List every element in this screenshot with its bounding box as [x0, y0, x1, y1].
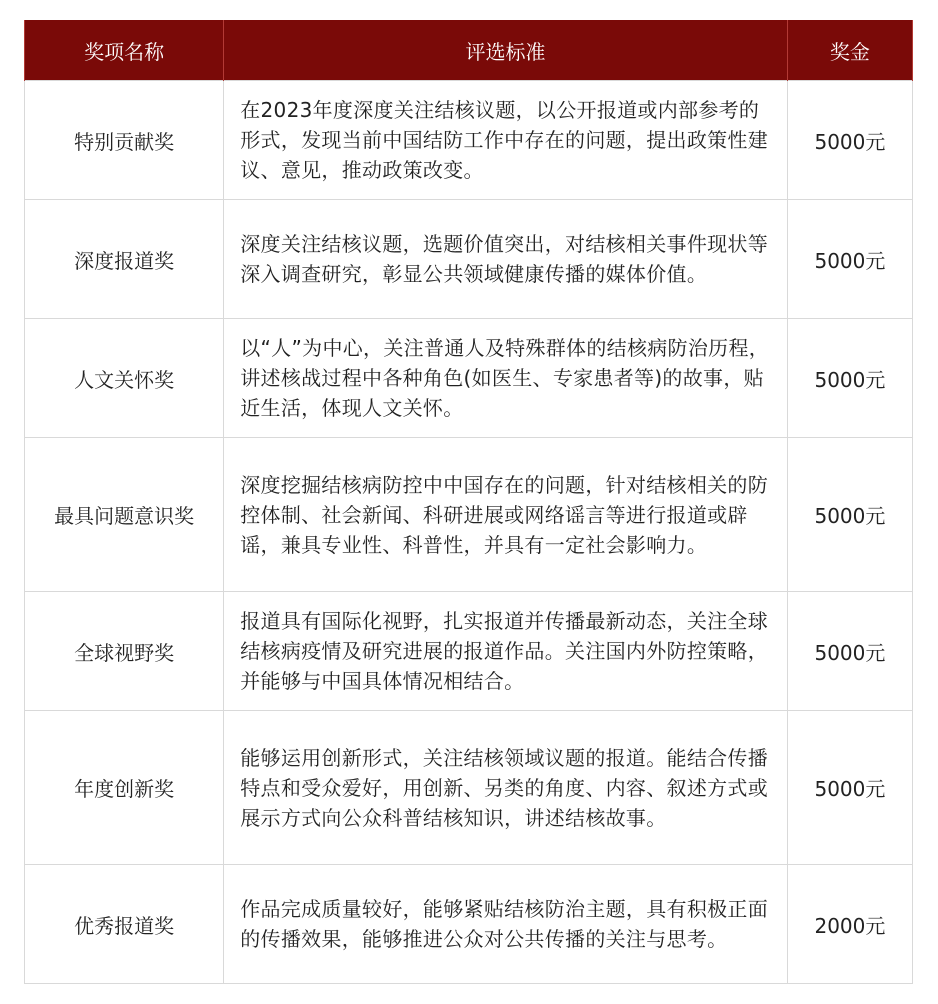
award-criteria: 深度挖掘结核病防控中中国存在的问题，针对结核相关的防控体制、社会新闻、科研进展或网络谣言等进行报道或辟谣，兼具专业性、科普性，并具有一定社会影响力。: [224, 438, 788, 592]
header-prize: 奖金: [787, 20, 912, 81]
table-row: [25, 865, 913, 984]
award-prize: 5000元: [787, 592, 912, 711]
header-criteria: 评选标准: [224, 20, 788, 81]
award-name: 优秀报道奖: [25, 865, 224, 984]
table-row: [25, 592, 913, 711]
award-name: 特别贡献奖: [25, 81, 224, 200]
table-row: [25, 200, 913, 319]
award-criteria: 能够运用创新形式，关注结核领域议题的报道。能结合传播特点和受众爱好，用创新、另类的角度、内容、叙述方式或展示方式向公众科普结核知识，讲述结核故事。: [224, 711, 788, 865]
header-award-name: 奖项名称: [25, 20, 224, 81]
award-criteria: 以“人”为中心，关注普通人及特殊群体的结核病防治历程，讲述核战过程中各种角色(如医生、专家患者等)的故事，贴近生活，体现人文关怀。: [224, 319, 788, 438]
awards-table: [24, 20, 913, 984]
table-row: [25, 81, 913, 200]
award-prize: 5000元: [787, 200, 912, 319]
award-prize: 5000元: [787, 81, 912, 200]
header-row: [25, 20, 913, 81]
award-criteria: 报道具有国际化视野，扎实报道并传播最新动态，关注全球结核病疫情及研究进展的报道作品。关注国内外防控策略，并能够与中国具体情况相结合。: [224, 592, 788, 711]
award-criteria: 作品完成质量较好，能够紧贴结核防治主题，具有积极正面的传播效果，能够推进公众对公共传播的关注与思考。: [224, 865, 788, 984]
table-row: [25, 319, 913, 438]
award-prize: 2000元: [787, 865, 912, 984]
award-name: 深度报道奖: [25, 200, 224, 319]
award-prize: 5000元: [787, 438, 912, 592]
award-prize: 5000元: [787, 711, 912, 865]
award-criteria: 在2023年度深度关注结核议题，以公开报道或内部参考的形式，发现当前中国结防工作中存在的问题，提出政策性建议、意见，推动政策改变。: [224, 81, 788, 200]
award-name: 人文关怀奖: [25, 319, 224, 438]
award-name: 全球视野奖: [25, 592, 224, 711]
table-row: [25, 711, 913, 865]
table-row: [25, 438, 913, 592]
award-prize: 5000元: [787, 319, 912, 438]
award-criteria: 深度关注结核议题，选题价值突出，对结核相关事件现状等深入调查研究，彰显公共领域健康传播的媒体价值。: [224, 200, 788, 319]
award-name: 最具问题意识奖: [25, 438, 224, 592]
award-name: 年度创新奖: [25, 711, 224, 865]
